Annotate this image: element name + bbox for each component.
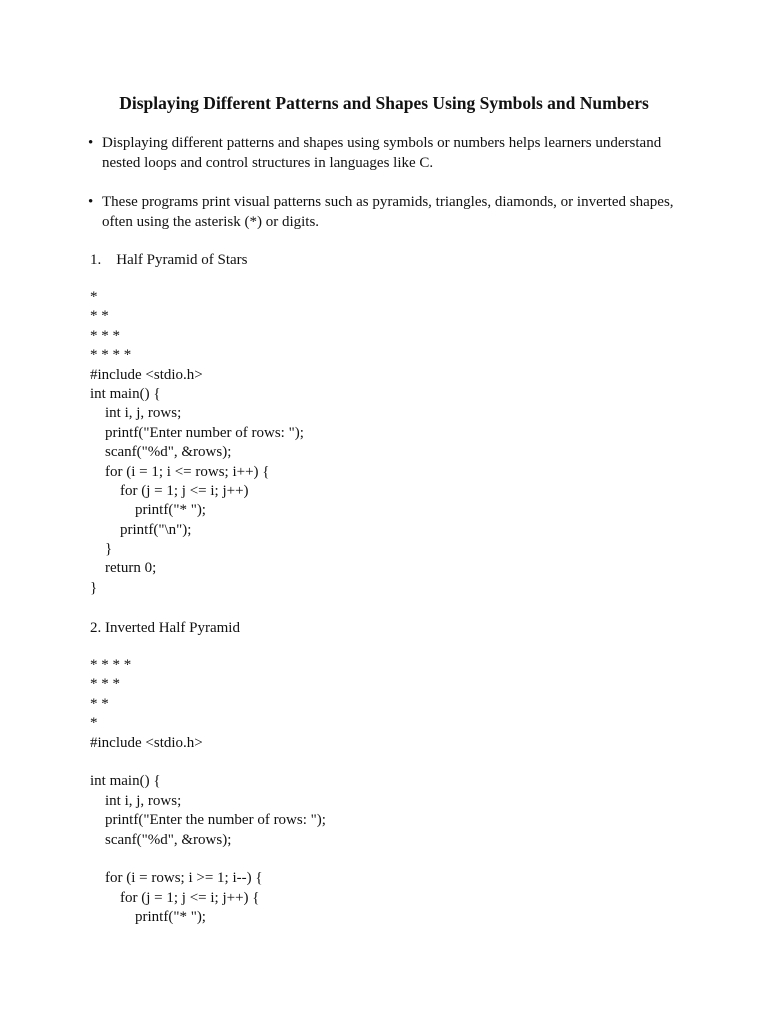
code-line: return 0; [90,560,157,577]
code-line: * [90,715,98,732]
code-line: * * * [90,676,120,693]
code-line: for (j = 1; j <= i; j++) [90,482,249,499]
code-line: #include <stdio.h> [90,734,203,751]
code-line: int main() { [90,385,161,402]
code-line: * * * * [90,657,132,673]
code-line: #include <stdio.h> [90,366,203,383]
code-line: } [90,579,98,596]
bullet-item [88,193,688,232]
bullet-text: These programs print visual patterns such as pyramids, triangles, diamonds, or inverted shapes, often using the asterisk (*) or digits. [102,194,674,230]
document-title: Displaying Different Patterns and Shapes Using Symbols and Numbers [119,93,649,113]
code-line: printf("* "); [90,502,206,519]
code-line: for (i = rows; i >= 1; i--) { [90,870,263,887]
bullet-item [88,134,688,173]
code-line: * [90,289,98,305]
code-line: scanf("%d", &rows); [90,831,232,848]
code-block-half-pyramid [90,288,304,598]
code-line: * * * [90,327,120,344]
section-heading-inverted-half-pyramid: 2. Inverted Half Pyramid [90,620,240,636]
code-line: printf("* "); [90,909,206,926]
code-line: for (i = 1; i <= rows; i++) { [90,463,270,480]
code-line: * * [90,695,109,712]
code-line: printf("\n"); [90,521,192,538]
code-line [90,753,326,772]
code-line: } [90,541,113,558]
bullet-dot: • [88,194,94,210]
section-heading-half-pyramid: 1. Half Pyramid of Stars [90,252,248,268]
code-line: for (j = 1; j <= i; j++) { [90,889,260,906]
code-line: int i, j, rows; [90,792,182,809]
bullet-text: Displaying different patterns and shapes using symbols or numbers helps learners understand nested loops and control structures in languages like C. [102,135,662,171]
code-line: int i, j, rows; [90,405,182,422]
code-line: * * [90,308,109,325]
code-line: * * * * [90,347,132,364]
code-line: int main() { [90,773,161,790]
code-line: printf("Enter number of rows: "); [90,424,304,441]
code-line: scanf("%d", &rows); [90,444,232,461]
code-block-inverted-half-pyramid [90,656,326,927]
bullet-dot: • [88,135,94,151]
code-line: printf("Enter the number of rows: "); [90,812,326,829]
code-line [90,850,326,869]
